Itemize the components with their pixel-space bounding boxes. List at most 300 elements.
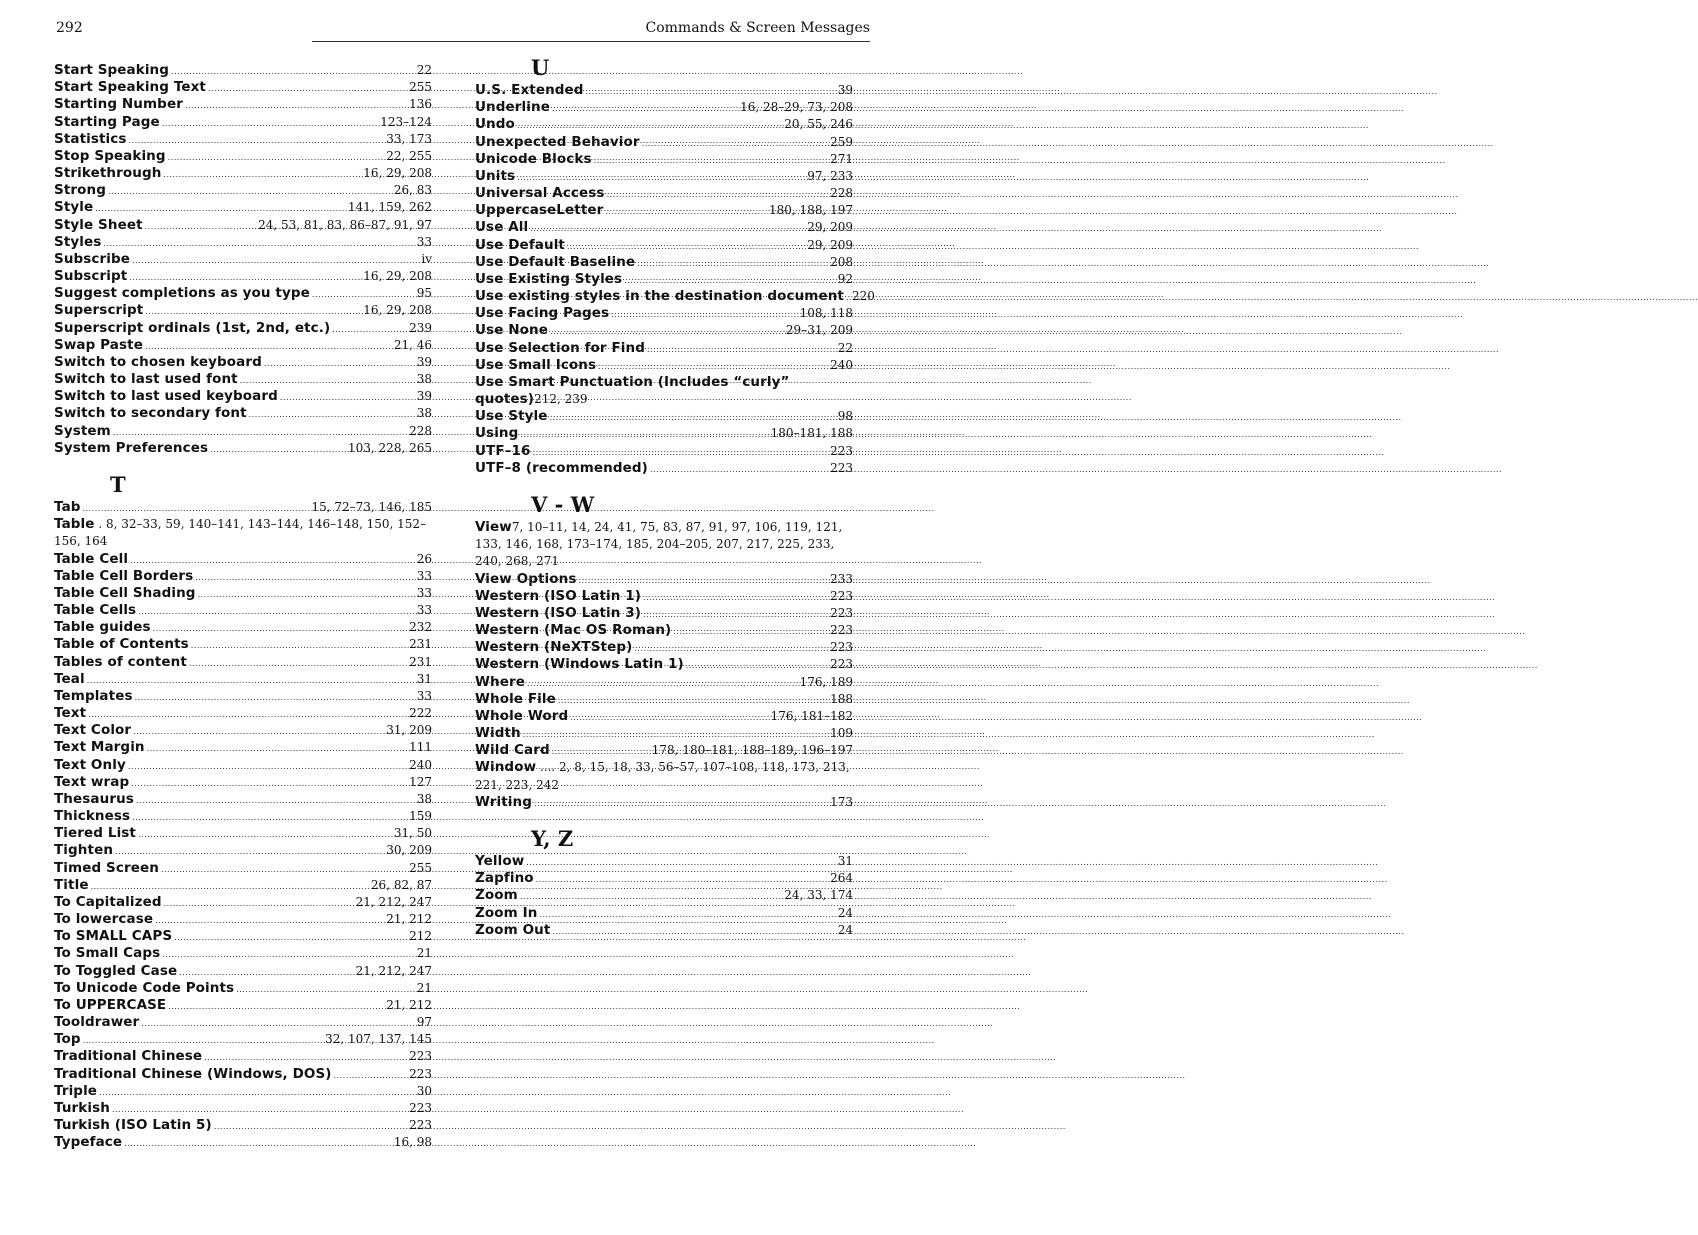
dot-leader — [83, 1036, 323, 1045]
index-term: Subscript — [54, 268, 128, 285]
dot-leader — [523, 730, 828, 739]
index-entry — [54, 114, 432, 131]
index-term: Tooldrawer — [54, 1014, 140, 1031]
index-entry — [475, 425, 853, 442]
index-pages: 228 — [409, 423, 432, 438]
dot-leader — [124, 1139, 392, 1148]
dot-leader — [83, 504, 310, 513]
index-entry — [475, 691, 853, 708]
index-term: Use None — [475, 322, 548, 339]
index-pages: 232 — [409, 620, 432, 635]
dot-leader — [198, 590, 415, 599]
dot-leader — [650, 465, 828, 474]
index-entry — [54, 980, 432, 997]
dot-leader — [214, 1122, 407, 1131]
index-pages: 127 — [409, 774, 432, 789]
index-pages: 16, 28–29, 73, 208 — [740, 100, 853, 115]
dot-leader — [210, 445, 346, 454]
entry-list-s — [54, 62, 432, 457]
index-term: Statistics — [54, 130, 127, 147]
dot-leader — [155, 916, 384, 925]
section-heading-vw: V - W — [531, 491, 595, 517]
index-pages: 21, 212, 247 — [355, 963, 432, 978]
index-term: Use Facing Pages — [475, 305, 610, 322]
index-term: Tables of content — [54, 653, 187, 670]
index-pages: 233 — [830, 571, 853, 586]
index-term: Starting Page — [54, 113, 160, 130]
index-term: Switch to last used font — [54, 371, 238, 388]
index-entry — [54, 423, 432, 440]
index-term: Templates — [54, 687, 133, 704]
index-pages: 178, 180–181, 188–189, 196–197 — [651, 743, 853, 758]
index-entry — [54, 722, 432, 739]
index-entry — [54, 585, 432, 602]
index-entry — [54, 302, 432, 319]
index-entry — [54, 1117, 432, 1134]
dot-leader — [579, 576, 829, 585]
index-pages: 21, 212 — [386, 912, 432, 927]
index-term: UppercaseLetter — [475, 202, 604, 219]
dot-leader — [145, 342, 392, 351]
index-pages: 15, 72–73, 146, 185 — [311, 499, 432, 514]
index-pages: 231 — [409, 654, 432, 669]
index-term: View Options — [475, 570, 577, 587]
section-gap — [475, 811, 853, 825]
index-pages: 29, 209 — [807, 237, 853, 252]
index-term: To lowercase — [54, 911, 154, 928]
index-term: Use Smart Punctuation (Includes “curly” quotes) — [475, 373, 790, 408]
index-term: Table Cell — [54, 550, 129, 567]
index-entry — [54, 320, 432, 337]
index-term: Tab — [54, 498, 81, 515]
dot-leader — [163, 170, 361, 179]
index-pages: 16, 29, 208 — [363, 303, 432, 318]
dot-leader — [552, 747, 650, 756]
dot-leader — [605, 207, 767, 216]
index-entry — [475, 340, 853, 357]
index-pages: 264 — [830, 871, 853, 886]
index-term: Styles — [54, 233, 102, 250]
index-pages: 21 — [416, 980, 432, 995]
index-term: Switch to secondary font — [54, 405, 247, 422]
index-entry — [54, 148, 432, 165]
dot-leader — [145, 307, 361, 316]
dot-leader — [280, 393, 415, 402]
index-entry — [54, 199, 432, 216]
index-pages: .... 2, 8, 15, 18, 33, 56–57, 107–108, 118, 173, 213, 221, 223, 242 — [475, 760, 850, 792]
index-term: Units — [475, 167, 516, 184]
index-term: Strikethrough — [54, 165, 162, 182]
dot-leader — [108, 187, 392, 196]
index-pages: 180, 188, 197 — [769, 203, 853, 218]
dot-leader — [570, 713, 768, 722]
index-pages: 29–31, 209 — [785, 323, 853, 338]
index-pages: 228 — [830, 186, 853, 201]
index-term: Traditional Chinese (Windows, DOS) — [54, 1065, 332, 1082]
index-term: Where — [475, 673, 525, 690]
index-pages: 98 — [837, 409, 853, 424]
index-term: Title — [54, 876, 89, 893]
dot-leader — [164, 899, 354, 908]
dot-leader — [131, 779, 407, 788]
index-term: Start Speaking — [54, 62, 170, 78]
dot-leader — [138, 607, 415, 616]
index-pages: 223 — [830, 640, 853, 655]
index-column-right — [475, 55, 875, 939]
index-pages: 32, 107, 137, 145 — [325, 1032, 432, 1047]
dot-leader — [113, 428, 407, 437]
index-term: Underline — [475, 99, 550, 116]
index-term: Unexpected Behavior — [475, 133, 640, 150]
entry-list-vw-b — [475, 794, 853, 811]
index-entry — [475, 853, 853, 870]
index-entry — [54, 1031, 432, 1048]
index-entry — [475, 305, 853, 322]
section-heading-t: T — [110, 471, 126, 497]
index-term: Text Only — [54, 756, 126, 773]
index-pages: 176, 189 — [799, 674, 853, 689]
dot-leader — [520, 430, 768, 439]
index-pages: 33, 173 — [386, 131, 432, 146]
index-term: To SMALL CAPS — [54, 928, 173, 945]
index-entry — [475, 219, 853, 236]
dot-leader — [88, 710, 407, 719]
dot-leader — [673, 627, 828, 636]
dot-leader — [530, 224, 805, 233]
index-entry — [475, 742, 853, 759]
dot-leader — [168, 1002, 384, 1011]
index-entry — [54, 963, 432, 980]
index-term: U.S. Extended — [475, 82, 584, 98]
index-pages: 159 — [409, 809, 432, 824]
index-entry — [54, 234, 432, 251]
entry-list-t-a — [54, 499, 432, 516]
index-term: Table of Contents — [54, 636, 189, 653]
index-pages: 26, 83 — [393, 183, 432, 198]
index-pages: 33 — [416, 568, 432, 583]
dot-leader — [132, 813, 407, 822]
dot-leader — [153, 624, 407, 633]
index-term: Turkish — [54, 1100, 110, 1116]
dot-leader — [129, 273, 361, 282]
index-pages: 26, 82, 87 — [370, 877, 432, 892]
index-entry — [475, 656, 853, 673]
dot-leader — [133, 727, 384, 736]
index-entry — [475, 588, 853, 605]
index-term: Zoom Out — [475, 921, 551, 938]
index-term: Use Default — [475, 236, 565, 253]
dot-leader — [208, 84, 407, 93]
index-term: Timed Screen — [54, 859, 159, 876]
header-rule — [312, 41, 870, 42]
index-pages: 21, 46 — [393, 337, 432, 352]
index-term: Turkish (ISO Latin 5) — [54, 1117, 212, 1134]
index-entry — [54, 1048, 432, 1065]
index-entry — [54, 791, 432, 808]
index-entry — [54, 371, 432, 388]
index-pages: 223 — [409, 1066, 432, 1081]
index-pages: 97 — [416, 1015, 432, 1030]
index-entry — [54, 96, 432, 113]
dot-leader — [332, 325, 407, 334]
index-pages: 33 — [416, 585, 432, 600]
index-term: Table Cell Borders — [54, 567, 194, 584]
dot-leader — [240, 376, 415, 385]
index-term: Stop Speaking — [54, 147, 166, 164]
dot-leader — [586, 87, 836, 96]
index-term: Use Selection for Find — [475, 339, 646, 356]
index-entry — [54, 894, 432, 911]
index-term: Tighten — [54, 842, 114, 859]
index-pages: 173 — [830, 794, 853, 809]
dot-leader — [130, 556, 415, 565]
index-term: Unicode Blocks — [475, 150, 592, 167]
index-pages: 223 — [830, 657, 853, 672]
index-pages: 33 — [416, 603, 432, 618]
index-entry — [54, 285, 432, 302]
index-term: Text — [54, 705, 87, 722]
index-term: Table Cell Shading — [54, 584, 196, 601]
dot-leader — [174, 933, 407, 942]
index-entry — [475, 271, 853, 288]
dot-leader — [517, 173, 805, 182]
index-entry — [54, 568, 432, 585]
index-term: Western (Mac OS Roman) — [475, 622, 672, 639]
index-pages: 208 — [830, 254, 853, 269]
index-pages: 231 — [409, 637, 432, 652]
index-entry — [54, 808, 432, 825]
index-entry — [54, 928, 432, 945]
index-entry — [54, 388, 432, 405]
index-pages: 31 — [416, 671, 432, 686]
index-entry — [475, 460, 853, 477]
dot-leader — [249, 410, 415, 419]
dot-leader — [846, 293, 850, 302]
index-term: Swap Paste — [54, 336, 143, 353]
entry-list-u-a — [475, 82, 875, 374]
index-entry — [475, 288, 875, 305]
index-term: Use Default Baseline — [475, 253, 636, 270]
index-entry — [54, 499, 432, 516]
index-entry — [54, 774, 432, 791]
index-pages: 220 — [851, 289, 875, 304]
index-pages: 21, 212 — [386, 997, 432, 1012]
index-pages: 16, 98 — [393, 1135, 432, 1150]
dot-leader — [195, 573, 414, 582]
index-pages: 223 — [409, 1118, 432, 1133]
index-term: To Unicode Code Points — [54, 979, 235, 996]
dot-leader — [607, 190, 829, 199]
dot-leader — [539, 910, 835, 919]
index-pages: 24 — [837, 922, 853, 937]
index-pages: 223 — [830, 460, 853, 475]
section-heading-u: U — [531, 55, 550, 80]
entry-list-vw-a — [475, 571, 853, 760]
index-pages: 92 — [837, 271, 853, 286]
dot-leader — [145, 222, 256, 231]
page-number: 292 — [56, 20, 83, 36]
index-term: Style Sheet — [54, 216, 143, 233]
dot-leader — [115, 847, 384, 856]
index-entry — [475, 708, 853, 725]
index-pages: 223 — [409, 1101, 432, 1115]
index-term: To Capitalized — [54, 893, 162, 910]
index-term: Undo — [475, 116, 515, 133]
index-pages: 33 — [416, 234, 432, 249]
dot-leader — [534, 799, 828, 808]
index-term: Whole Word — [475, 707, 569, 724]
index-term: Text Margin — [54, 739, 145, 756]
index-pages: 38 — [416, 406, 432, 421]
index-term: Western (Windows Latin 1) — [475, 656, 684, 673]
index-entry — [54, 739, 432, 756]
index-term: Zoom In — [475, 904, 538, 921]
index-term: To UPPERCASE — [54, 996, 167, 1013]
index-term: Starting Number — [54, 96, 183, 113]
index-entry — [475, 408, 853, 425]
index-pages: 31, 50 — [393, 826, 432, 841]
dot-leader — [312, 290, 415, 299]
index-pages: 188 — [830, 691, 853, 706]
index-term: UTF–8 (recommended) — [475, 459, 648, 476]
index-term: Switch to last used keyboard — [54, 388, 278, 405]
index-term: Using — [475, 425, 519, 442]
dot-leader — [179, 968, 353, 977]
index-term: Tiered List — [54, 825, 136, 842]
index-entry — [475, 254, 853, 271]
index-pages: 16, 29, 208 — [363, 166, 432, 181]
entry-list-u-b — [475, 408, 853, 477]
index-pages: 21 — [416, 946, 432, 961]
index-pages: 39 — [837, 83, 853, 97]
index-entry — [54, 217, 432, 234]
index-term: Western (ISO Latin 1) — [475, 587, 642, 604]
index-pages: 212 — [409, 929, 432, 944]
index-term: Top — [54, 1031, 81, 1048]
index-pages: 212, 239 — [534, 392, 588, 407]
index-term: To Small Caps — [54, 945, 161, 962]
index-term: Window — [475, 759, 537, 776]
dot-leader — [168, 153, 385, 162]
index-pages: 223 — [830, 588, 853, 603]
dot-leader — [128, 762, 407, 771]
index-term: View — [475, 518, 512, 535]
index-pages: 21, 212, 247 — [355, 894, 432, 909]
index-entry — [475, 905, 853, 922]
index-term: Whole File — [475, 690, 556, 707]
index-term: Teal — [54, 670, 85, 687]
dot-leader — [552, 927, 835, 936]
index-pages: 24, 33, 174 — [784, 888, 853, 903]
dot-leader — [112, 1105, 407, 1114]
index-pages: 31 — [837, 853, 853, 868]
index-pages: 16, 29, 208 — [363, 269, 432, 284]
index-entry — [54, 688, 432, 705]
index-entry — [54, 182, 432, 199]
dot-leader — [162, 950, 414, 959]
index-entry — [54, 825, 432, 842]
index-term: UTF–16 — [475, 442, 531, 459]
index-pages: 259 — [830, 134, 853, 149]
dot-leader — [686, 661, 828, 670]
index-entry — [475, 134, 853, 151]
index-term: System Preferences — [54, 439, 209, 456]
index-entry — [54, 997, 432, 1014]
index-entry — [54, 405, 432, 422]
dot-leader — [536, 875, 828, 884]
index-entry — [54, 354, 432, 371]
index-pages: 223 — [830, 623, 853, 638]
index-pages: 7, 10–11, 14, 24, 41, 75, 83, 87, 91, 97, 106, 119, 121, 133, 146, 168, 173–174, 185, 204–205, 207, 217, 225, 233, 240, 268, 271 — [475, 519, 843, 569]
index-entry — [54, 860, 432, 877]
index-entry — [475, 357, 853, 374]
index-entry — [475, 151, 853, 168]
dot-leader — [526, 858, 835, 867]
entry-list-yz — [475, 853, 853, 939]
dot-leader — [129, 136, 385, 145]
index-term: Typeface — [54, 1134, 123, 1151]
index-pages: 95 — [416, 286, 432, 301]
index-entry — [54, 165, 432, 182]
index-pages: 240 — [409, 757, 432, 772]
index-term: Switch to chosen keyboard — [54, 353, 262, 370]
index-term: Superscript ordinals (1st, 2nd, etc.) — [54, 319, 331, 336]
index-term: Western (NeXTStep) — [475, 639, 633, 656]
index-pages: 141, 159, 262 — [348, 200, 432, 215]
index-pages: 20, 55, 246 — [784, 117, 853, 132]
dot-leader — [334, 1071, 408, 1080]
index-term: System — [54, 422, 111, 439]
section-heading-yz: Y, Z — [531, 825, 574, 851]
index-entry — [475, 202, 853, 219]
index-pages: 271 — [830, 151, 853, 166]
index-entry — [475, 443, 853, 460]
dot-leader — [594, 156, 828, 165]
dot-leader — [643, 610, 828, 619]
index-entry — [54, 602, 432, 619]
index-entry — [54, 705, 432, 722]
index-entry — [54, 62, 432, 79]
index-entry — [475, 185, 853, 202]
index-entry — [54, 1134, 432, 1151]
index-pages: 33 — [416, 688, 432, 703]
index-term: Universal Access — [475, 185, 605, 202]
index-term: Use existing styles in the destination document — [475, 288, 844, 305]
index-entry — [475, 794, 853, 811]
section-gap — [54, 457, 432, 471]
dot-leader — [171, 67, 415, 76]
index-entry — [54, 757, 432, 774]
index-entry — [54, 1066, 432, 1083]
index-term: Zoom — [475, 887, 518, 904]
index-pages: 255 — [409, 80, 432, 95]
index-pages: 109 — [830, 726, 853, 741]
index-entry — [475, 639, 853, 656]
index-entry — [54, 268, 432, 285]
index-pages: 123–124 — [380, 114, 432, 129]
index-pages: 24, 53, 81, 83, 86–87, 91, 97 — [258, 217, 432, 232]
index-entry — [54, 1083, 432, 1100]
index-entry — [475, 116, 853, 133]
index-pages: iv — [421, 251, 432, 266]
index-pages: 223 — [409, 1049, 432, 1064]
index-term: Width — [475, 725, 521, 742]
index-entry — [54, 1014, 432, 1031]
index-term: Strong — [54, 182, 106, 199]
dot-leader — [189, 659, 407, 668]
index-pages: 176, 181–182 — [770, 708, 853, 723]
index-column-left — [54, 62, 432, 1152]
